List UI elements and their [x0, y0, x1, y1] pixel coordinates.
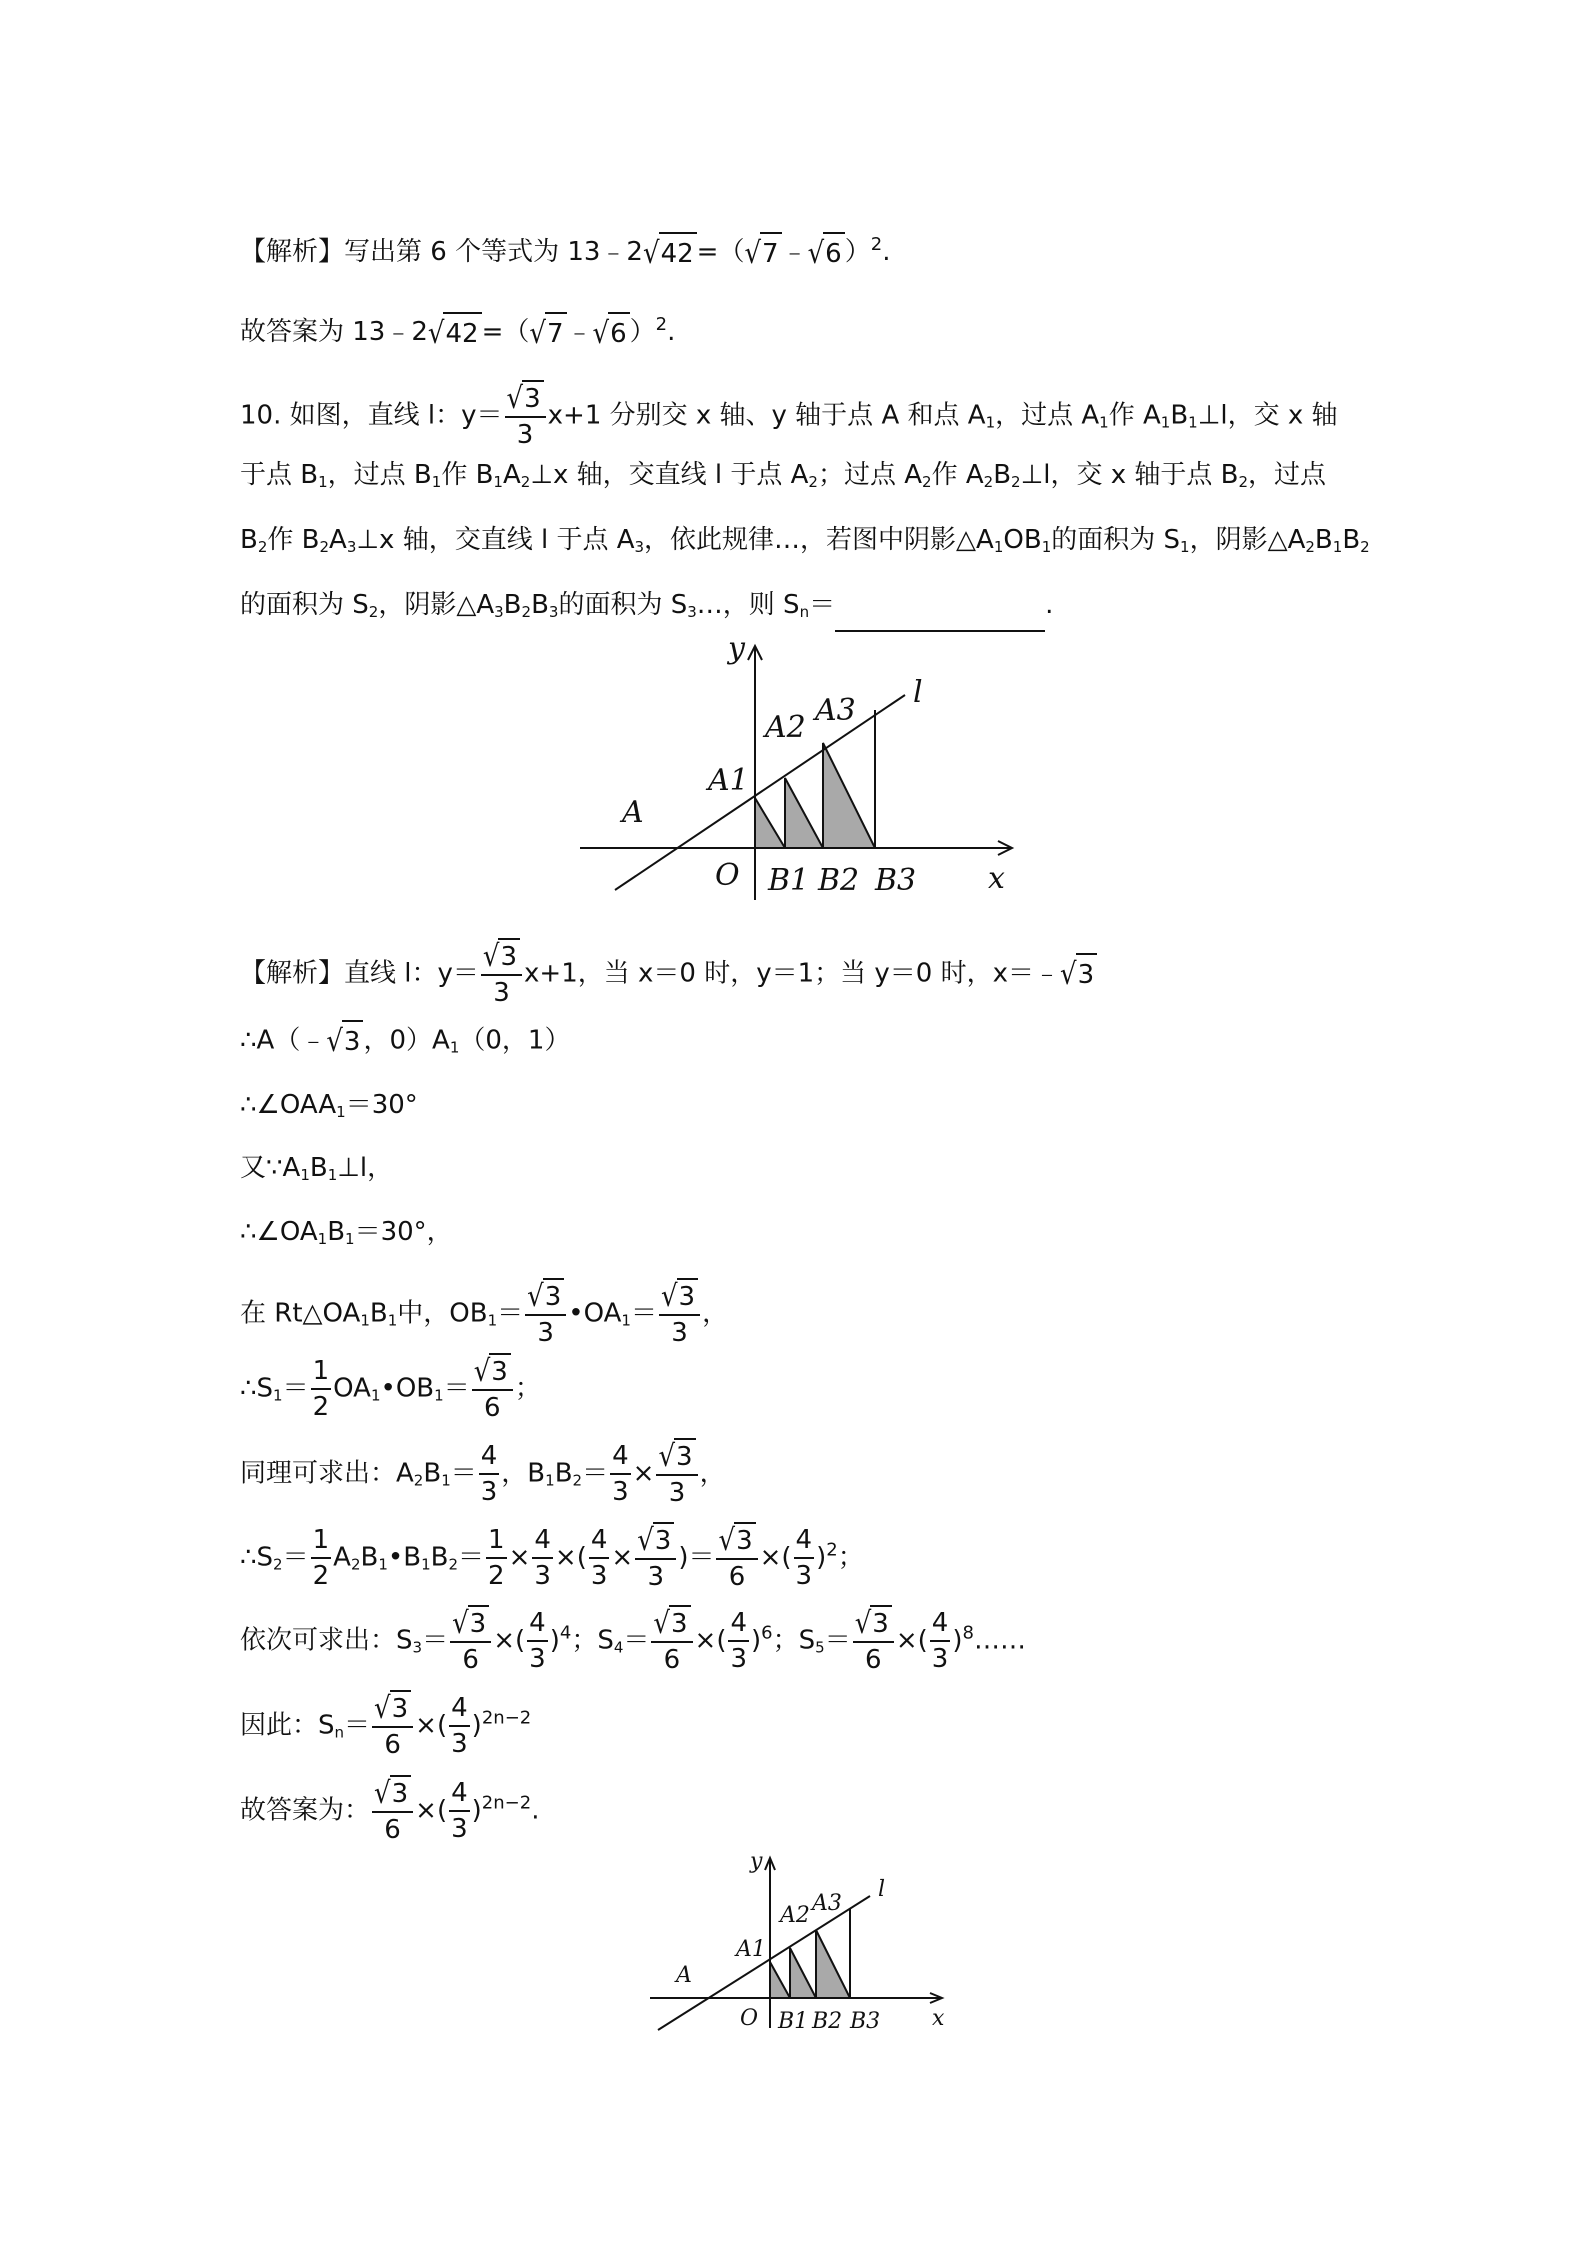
label-A2: A2 [780, 1903, 810, 1928]
shaded-triangle-1 [755, 798, 785, 848]
solution-line-2: ∴A（﹣√3 ，$0)A_1(0$，1） [240, 1020, 570, 1068]
solution-line-9: $\therefore S_2=$ $\frac{1}{2}$ $A_2B_1•B_1B_2=$ $\frac{1}{2}$ × $\frac{4}{3}$ ×( $\frac{4}{3}$ × $\frac{√3}{3}$ )＝ $\frac{√3}{6}$ ×( $\frac{4}{3}$ )$^2$； [240, 1523, 864, 1592]
text: . [667, 317, 676, 347]
fraction-sqrt3-over-3: $\frac{√3}{3}$ [505, 380, 546, 452]
text: =（ [481, 317, 530, 347]
label-y: y [750, 1850, 763, 1874]
label-l: l [913, 675, 923, 710]
text: =（ [696, 237, 745, 267]
solution-line-1: 【解析】直线 l：y＝ $\frac{√3}{3}$ x+1，当 x＝0 时，y＝1；当 y＝0 时，x＝﹣√3 [240, 938, 1097, 1010]
sqrt-7: √7 [529, 312, 566, 354]
solution-line-5: $\therefore\angle OA_1B_1=30^\circ$， [240, 1217, 453, 1248]
sqrt-42: √42 [643, 232, 697, 274]
solution-line-12: 故答案为： $\frac{√3}{6}$ ×( $\frac{4}{3}$ )$^{2n-2}$. [240, 1776, 540, 1845]
text: ） [844, 237, 871, 267]
label-O: O [715, 858, 740, 893]
label-B3: B3 [875, 863, 917, 898]
shaded-triangle-1 [770, 1962, 790, 1998]
label-x: x [988, 861, 1005, 896]
text: x+1 分别交 x 轴、y 轴于点 A 和点 A [547, 400, 986, 431]
solution-line-7: $\therefore S_1=$ $\frac{1}{2}$ $OA_1•OB_1=$ $\frac{√3}{6}$ ； [240, 1354, 541, 1423]
sqrt-42: √42 [428, 312, 482, 354]
solution-line-4: 又$\because A_1B_1\perp l$， [240, 1153, 394, 1184]
figure-2 [640, 1850, 960, 2050]
question-line-2: 于点 $B_1$，过点 $B_1$作 $B_1A_2\perp x$ 轴，交直线 l 于点 $A_2$；过点 $A_2$作 $A_2B_2\perp l$，交 x 轴于点 $B_2$，过点 [240, 460, 1327, 491]
solution-line-10: 依次可求出：$S_3=$ $\frac{√3}{6}$ ×( $\frac{4}{3}$ )$^4$；$S_4=$ $\frac{√3}{6}$ ×( $\frac{4}{3}$ )$^6$；$S_5=$ $\frac{√3}{6}$ ×( $\frac{4}{3}$ )$^8$…… [240, 1606, 1026, 1675]
label-A: A [676, 1963, 692, 1988]
label-A1: A1 [736, 1937, 766, 1962]
exponent: 2 [870, 234, 883, 255]
label-x: x [932, 2006, 945, 2031]
text: ﹣ [781, 237, 808, 267]
solution-line-6: 在 $Rt\triangle OA_1B_1$中，$OB_1=$ $\frac{√3}{3}$ $•OA_1=$ $\frac{√3}{3}$ ， [240, 1279, 729, 1348]
question-line-3: $B_2$作 $B_2A_3\perp x$ 轴，交直线 l 于点 $A_3$，依此规律…，若图中阴影$\triangle A_1OB_1$的面积为 $S_1$，阴影$\triangle A_2B_1B_2$ [240, 525, 1370, 556]
shaded-triangle-3 [823, 743, 875, 848]
shaded-triangle-2 [785, 778, 823, 848]
figure-1 [560, 630, 1040, 920]
text: . [882, 237, 891, 267]
text: 写出第 6 个等式为 13﹣2 [344, 237, 643, 267]
answer-line-1 [240, 305, 675, 354]
text: ） [629, 317, 656, 347]
shaded-triangle-2 [790, 1948, 816, 1998]
sqrt-7: √7 [744, 232, 781, 274]
analysis-tag: 【解析】 [240, 237, 345, 267]
solution-line-11: 因此：$S_n=$ $\frac{√3}{6}$ ×( $\frac{4}{3}$ )$^{2n-2}$ [240, 1691, 532, 1760]
question-line-4: 的面积为 $S_2$，阴影$\triangle A_3B_2B_3$的面积为 $S_3\dots$，则 $S_n=$ . [240, 585, 1053, 632]
fraction-sqrt3-over-3: $\frac{√3}{3}$ [481, 938, 522, 1010]
label-B2: B2 [818, 863, 860, 898]
label-y: y [728, 631, 745, 666]
sqrt-6: √6 [593, 312, 630, 354]
label-A1: A1 [708, 763, 749, 798]
solution-line-8: 同理可求出：$A_2B_1=$ $\frac{4}{3}$ ，$B_1B_2=$ $\frac{4}{3}$ × $\frac{√3}{3}$ ， [240, 1439, 726, 1508]
label-B3: B3 [850, 2009, 881, 2034]
shaded-triangle-3 [816, 1930, 850, 1998]
label-B1: B1 [768, 863, 810, 898]
sqrt-6: √6 [808, 232, 845, 274]
label-B1: B1 [778, 2009, 809, 2034]
label-A: A [622, 795, 644, 830]
label-A3: A3 [815, 693, 856, 728]
label-O: O [740, 2006, 759, 2031]
label-B2: B2 [812, 2009, 843, 2034]
question-number: 10. [240, 400, 282, 431]
question-line-1: 10. 如图，直线 l：y＝ $\frac{√3}{3}$ x+1 分别交 x 轴、y 轴于点 A 和点 $A_1$，过点 $A_1$作 $A_1B_1\perp l$，交 x 轴 [240, 381, 1338, 450]
label-A2: A2 [765, 710, 806, 745]
line-l [615, 695, 905, 890]
sqrt-3: √3 [1060, 953, 1097, 995]
analysis-line-1 [240, 225, 890, 274]
exponent: 2 [655, 314, 668, 335]
label-l: l [878, 1877, 886, 1902]
text: 故答案为 13﹣2 [240, 317, 428, 347]
label-A3: A3 [812, 1891, 842, 1916]
answer-blank[interactable] [835, 602, 1045, 632]
solution-line-3: $\therefore\angle OAA_1=30^\circ$ [240, 1090, 418, 1121]
text: ﹣ [566, 317, 593, 347]
sqrt-3: √3 [326, 1020, 363, 1062]
text: 如图，直线 l：y＝ [289, 400, 503, 431]
